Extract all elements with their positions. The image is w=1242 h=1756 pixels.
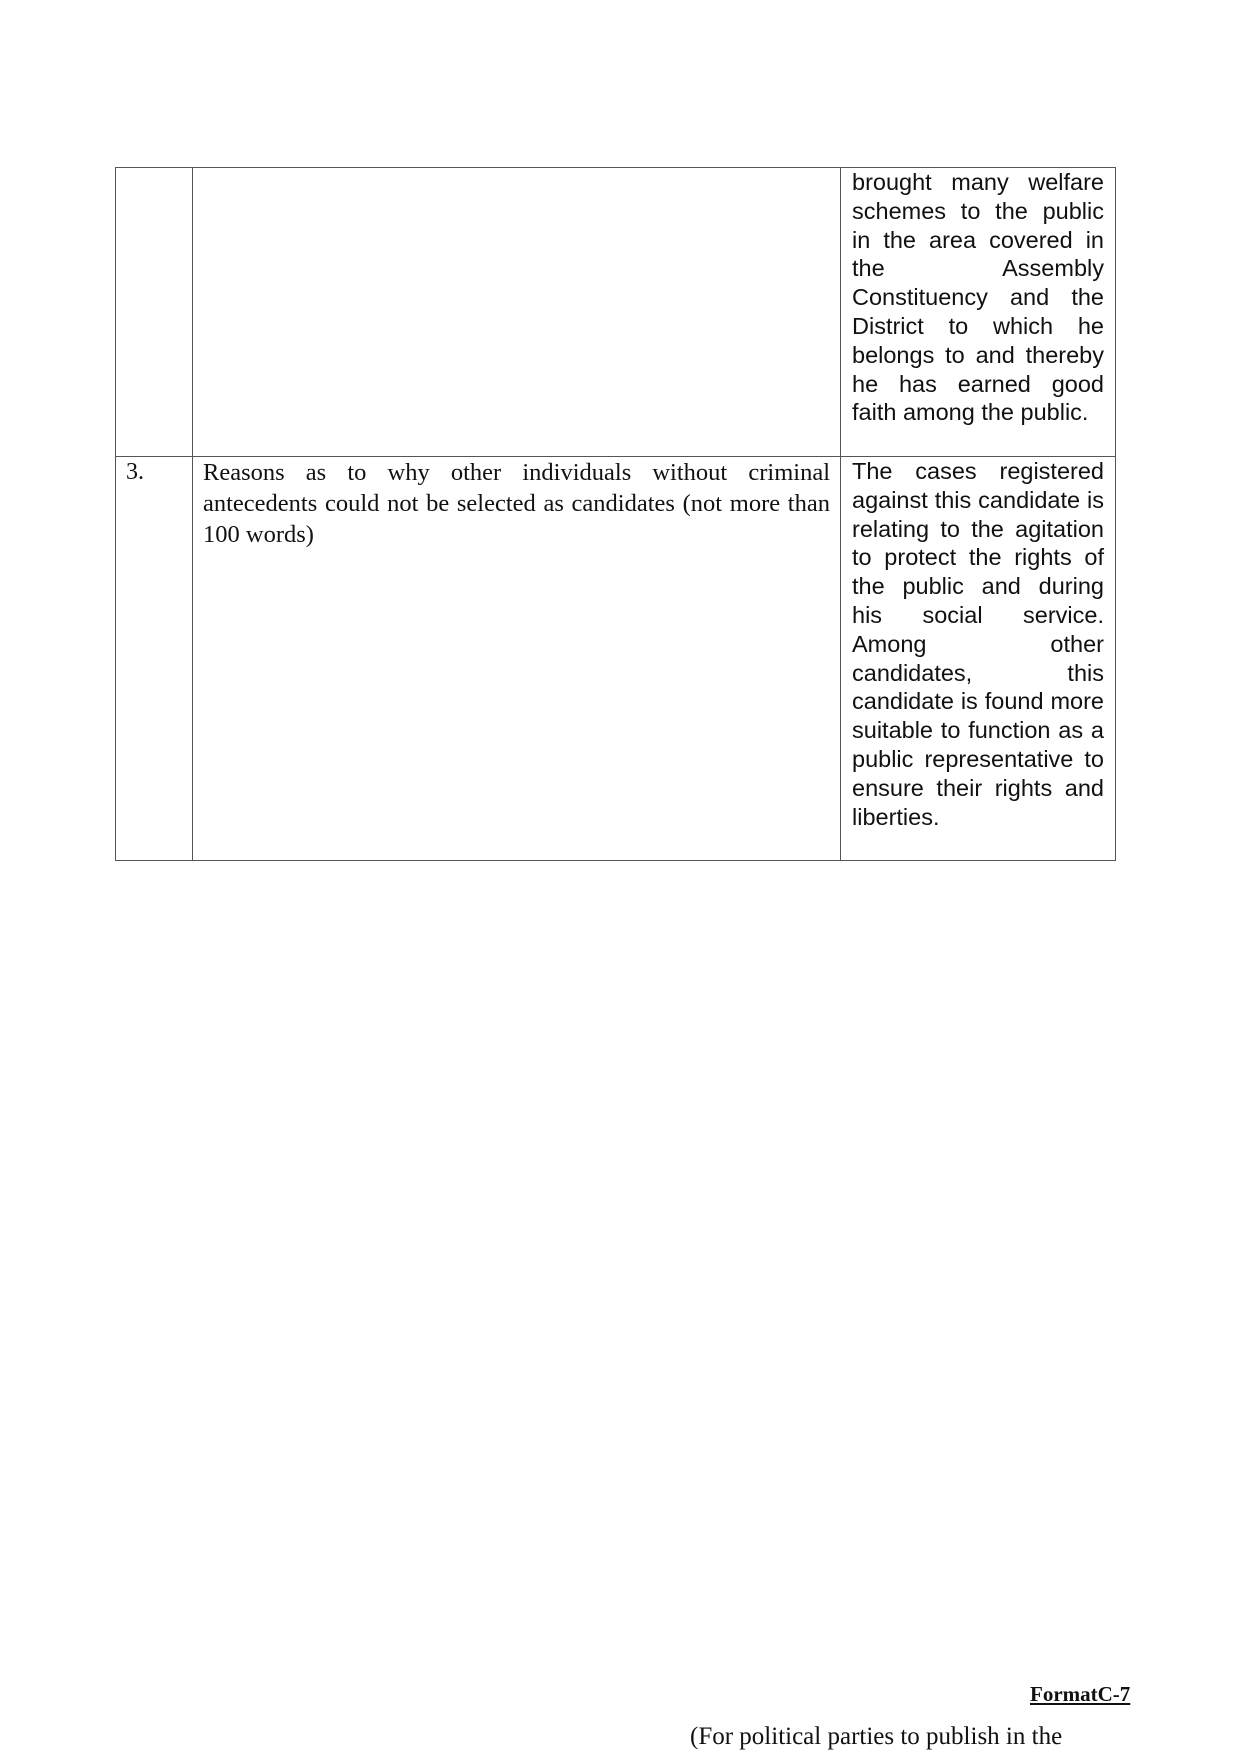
row-response: brought many welfare schemes to the public in the area covered in the Assembly Constituency and the District to which he belongs to and thereby he has earned good faith among the public.: [852, 169, 1104, 426]
row-number-cell: [116, 457, 193, 861]
row-description-cell: [193, 168, 841, 457]
table-row: [116, 457, 1116, 861]
row-response-cell: [841, 457, 1116, 861]
table-row: [116, 168, 1116, 457]
format-label: FormatC-7: [1030, 1682, 1131, 1706]
row-response-cell: [841, 168, 1116, 457]
row-number: 3.: [126, 459, 144, 485]
row-response: The cases registered against this candidate is relating to the agitation to protect the rights of the public and during his social service. Among other candidates, this candidate is found more suitable to function as a public representative to ensure their rights and liberties.: [852, 458, 1104, 830]
row-description-cell: [193, 457, 841, 861]
row-number-cell: [116, 168, 193, 457]
footer-note: (For political parties to publish in the: [690, 1723, 1063, 1750]
particulars-table: [115, 167, 1116, 861]
row-description: Reasons as to why other individuals without criminal antecedents could not be selected as candidates (not more than 100 words): [203, 459, 830, 548]
